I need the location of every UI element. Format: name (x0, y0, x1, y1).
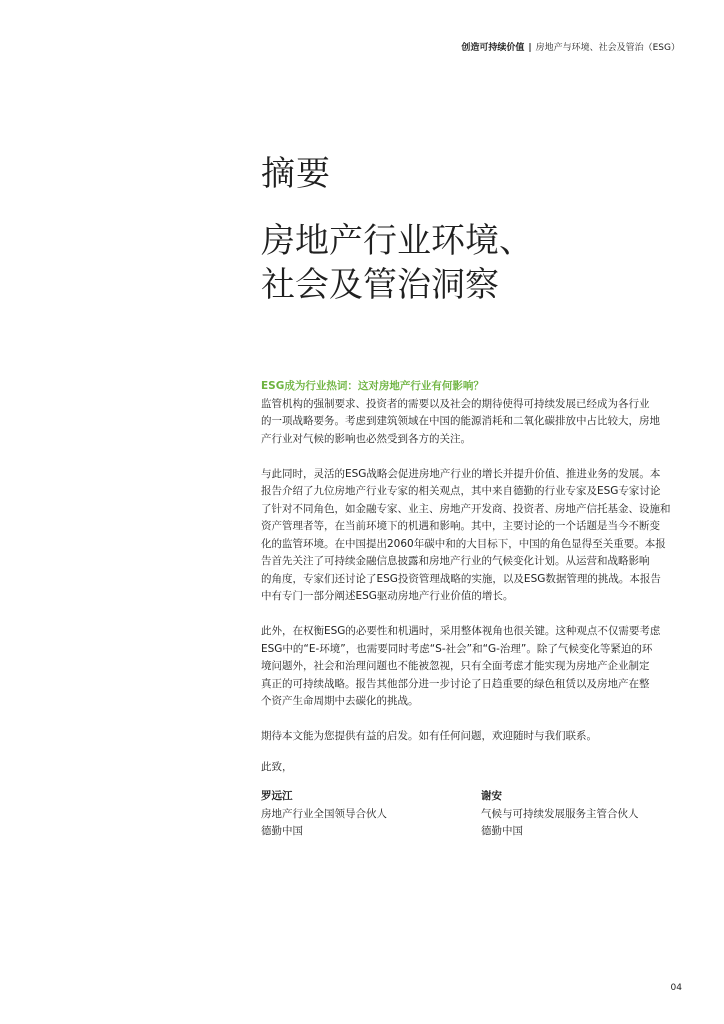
signatory-org: 德勤中国 (261, 825, 303, 837)
lead-question: ESG成为行业热词：这对房地产行业有何影响？ (261, 380, 484, 392)
signatory-right (481, 788, 639, 841)
signatory-org: 德勤中国 (481, 825, 523, 837)
signatory-title: 气候与可持续发展服务主管合伙人 (481, 807, 639, 820)
signatory-name: 罗远江 (261, 790, 293, 802)
paragraph-4 (261, 728, 687, 746)
text-line: 报告介绍了九位房地产行业专家的相关观点，其中来自德勤的行业专家及ESG专家讨论 (261, 485, 661, 497)
subtitle-line: 社会及管治洞察 (261, 265, 499, 305)
text-line: ESG中的“E-环境”，也需要同时考虑“S-社会”和“G-治理”。除了气候变化等紧迫的环 (261, 642, 653, 655)
header-section: 创造可持续价值 (461, 43, 525, 53)
text-line: 的角度，专家们还讨论了ESG投资管理战略的实施，以及ESG数据管理的挑战。本报告 (261, 572, 661, 585)
running-header (461, 40, 680, 53)
text-line: 产行业对气候的影响也必然受到各方的关注。 (261, 432, 471, 445)
paragraph-2 (261, 466, 687, 606)
text-line: 资产管理者等，在当前环境下的机遇和影响。其中，主要讨论的一个话题是当今不断变 (261, 520, 660, 532)
body-text (261, 378, 687, 763)
text-line: 个资产生命周期中去碳化的挑战。 (261, 695, 419, 707)
greeting: 此致， (261, 761, 293, 773)
text-line: 期待本文能为您提供有益的启发。如有任何问题，欢迎随时与我们联系。 (261, 730, 597, 742)
text-line: 告首先关注了可持续金融信息披露和房地产行业的气候变化计划。从运营和战略影响 (261, 555, 650, 567)
text-line: 真正的可持续战略。报告其他部分进一步讨论了日趋重要的绿色租赁以及房地产在整 (261, 677, 650, 690)
paragraph-1 (261, 396, 687, 449)
page-title: 摘要 (261, 154, 331, 194)
text-line: 与此同时，灵活的ESG战略会促进房地产行业的增长并提升价值、推进业务的发展。本 (261, 467, 661, 480)
page-subtitle (261, 219, 533, 307)
signatory-title: 房地产行业全国领导合伙人 (261, 807, 387, 820)
header-subsection: 房地产与环境、社会及管治（ESG） (535, 43, 680, 53)
signatory-name: 谢安 (481, 790, 502, 802)
text-line: 中有专门一部分阐述ESG驱动房地产行业价值的增长。 (261, 590, 514, 602)
subtitle-line: 房地产行业环境、 (261, 221, 533, 261)
text-line: 了针对不同角色，如金融专家、业主、房地产开发商、投资者、房地产信托基金、设施和 (261, 502, 671, 515)
signatory-left (261, 788, 387, 841)
text-line: 监管机构的强制要求、投资者的需要以及社会的期待使得可持续发展已经成为各行业 (261, 397, 650, 410)
text-line: 此外，在权衡ESG的必要性和机遇时，采用整体视角也很关键。这种观点不仅需要考虑 (261, 625, 661, 637)
header-separator: | (528, 43, 532, 53)
text-line: 境问题外，社会和治理问题也不能被忽视，只有全面考虑才能实现为房地产企业制定 (261, 660, 650, 672)
text-line: 化的监管环境。在中国提出2060年碳中和的大目标下，中国的角色显得至关重要。本报 (261, 537, 666, 550)
page-number: 04 (670, 983, 682, 993)
text-line: 的一项战略要务。考虑到建筑领域在中国的能源消耗和二氧化碳排放中占比较大，房地 (261, 415, 660, 427)
paragraph-3 (261, 623, 687, 711)
